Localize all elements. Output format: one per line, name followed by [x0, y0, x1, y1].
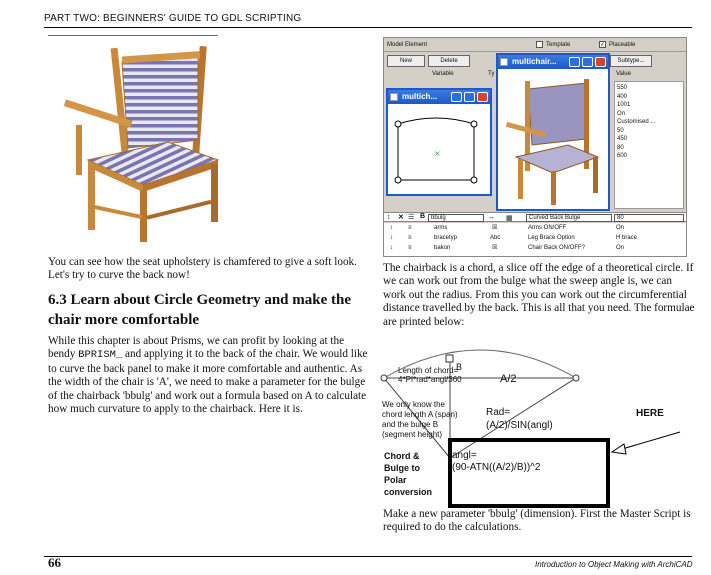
row-description[interactable]: Leg Brace Option	[528, 235, 575, 241]
minimize-icon[interactable]	[451, 92, 462, 102]
value-cell[interactable]: 1001	[617, 102, 631, 108]
value-cell[interactable]: 50	[617, 127, 624, 134]
row-variable[interactable]: bakon	[434, 245, 451, 251]
parameter-list	[384, 223, 686, 256]
a-half-label: A/2	[500, 373, 517, 385]
maximize-icon[interactable]	[464, 92, 475, 102]
col-variable: Variable	[432, 71, 454, 77]
close-icon[interactable]	[477, 92, 488, 102]
conv-line: conversion	[384, 487, 433, 497]
chair-3d-preview	[498, 69, 608, 209]
b-label: B	[456, 362, 463, 372]
conv-line: Polar	[384, 475, 407, 485]
highlight-box	[448, 438, 610, 508]
polar-conversion-label	[384, 450, 432, 498]
row-variable[interactable]: arms	[434, 225, 448, 231]
window-icon	[500, 58, 508, 66]
chair-plan-view	[388, 104, 490, 194]
book-title: Introduction to Object Making with ArchiCAD	[535, 560, 693, 569]
body-text-b: and applying it to the back of the chair. We would like to curve the back panel to make it more comfortable and authentic. As the width of the chair is 'A', we need to make a parameter for the bulge of the chairback 'bbulg' and work out a formula based on A to calculate how much curvature to apply to the chairback. Here it is.	[48, 348, 368, 416]
footer-rule	[44, 556, 692, 557]
value-cell[interactable]: 550	[617, 85, 628, 91]
value-field[interactable]: 80	[614, 214, 684, 222]
minimize-icon[interactable]	[569, 57, 580, 67]
row-value[interactable]: H brace	[616, 235, 638, 241]
archicad-screenshot	[383, 37, 687, 257]
body-paragraph	[48, 335, 370, 416]
preview-window-3d[interactable]	[496, 53, 610, 211]
grid-icon: ▦	[506, 215, 513, 222]
table-row[interactable]	[384, 224, 686, 233]
row-arrow-icon: ↕	[390, 245, 393, 251]
abc-icon: Abc	[490, 235, 501, 241]
close-icon[interactable]	[595, 57, 606, 67]
string-type-icon: ≡	[408, 235, 412, 241]
knowns-line: and the bulge B	[382, 420, 439, 429]
intro-paragraph: You can see how the seat upholstery is chamfered to give a soft look. Let's try to curve the back now!	[48, 256, 357, 282]
bool-type-icon: ≡	[408, 225, 412, 231]
value-column	[614, 81, 684, 209]
parameter-paragraph: Make a new parameter 'bbulg' (dimension). First the Master Script is required to do the calculations.	[383, 508, 691, 534]
window-title-bar[interactable]	[498, 55, 608, 69]
knowns-line: chord length A (span)	[382, 410, 458, 419]
body-text-a: While this chapter is about Prisms, we can profit by looking at the bendy	[48, 335, 345, 361]
selected-parameter-row[interactable]	[384, 212, 686, 222]
new-button[interactable]: New	[387, 55, 425, 67]
dimension-icon: ↔	[488, 214, 495, 221]
row-description[interactable]: Arms ON/OFF	[528, 225, 567, 231]
rad-formula: (A/2)/SIN(angl)	[486, 420, 553, 431]
maximize-icon[interactable]	[582, 57, 593, 67]
preview-window-2d[interactable]	[386, 88, 492, 196]
value-cell[interactable]: 600	[617, 153, 628, 159]
chord-formula-label: 4*PI*rad*angl/360	[398, 375, 462, 384]
window-title-bar[interactable]	[388, 90, 490, 104]
row-arrow-icon: ↕	[390, 225, 393, 231]
bool-type-icon: ≡	[408, 245, 412, 251]
angl-formula: (90-ATN((A/2)/B))^2	[452, 462, 541, 473]
template-checkbox[interactable]	[536, 41, 543, 48]
row-description[interactable]: Chair Back ON/OFF?	[528, 245, 586, 251]
conv-line: Bulge to	[384, 463, 420, 473]
delete-button[interactable]: Delete	[428, 55, 470, 67]
angl-label: angl=	[452, 450, 477, 461]
toolbar-row	[384, 40, 686, 52]
placeable-checkbox[interactable]: ✓	[600, 42, 606, 48]
conv-line: Chord &	[384, 451, 420, 461]
variable-field[interactable]: bbulg	[428, 214, 484, 222]
row-value[interactable]: On	[616, 225, 625, 231]
here-label: HERE	[636, 408, 664, 419]
model-element-label: Model Element	[387, 42, 428, 48]
col-type: Ty	[488, 71, 495, 77]
chair-illustration	[48, 40, 238, 245]
svg-text:×: ×	[434, 149, 441, 158]
chord-length-label: Length of chord=	[398, 366, 459, 375]
knowns-line: We only know the	[382, 400, 445, 409]
template-label: Template	[546, 42, 571, 48]
expand-icon: ↕	[387, 214, 391, 221]
checkbox-icon: ☒	[492, 245, 498, 251]
value-cell[interactable]: 400	[617, 93, 628, 100]
knowns-line: (segment height)	[382, 430, 443, 439]
value-cell[interactable]: 450	[617, 136, 628, 142]
placeable-label: Placeable	[609, 42, 636, 48]
description-field[interactable]: Curved Back Bulge	[526, 214, 612, 222]
value-cell[interactable]: Customised ...	[617, 119, 656, 125]
running-header: PART TWO: BEGINNERS' GUIDE TO GDL SCRIPTING	[44, 13, 302, 24]
value-cell[interactable]: On	[617, 110, 626, 117]
row-arrow-icon: ↕	[390, 235, 393, 241]
row-value[interactable]: On	[616, 245, 625, 251]
window-title: multichair...	[512, 57, 557, 66]
checkbox-icon: ☒	[492, 225, 498, 231]
col-value: Value	[616, 71, 631, 77]
table-row[interactable]	[384, 244, 686, 253]
code-bprism: BPRISM_	[78, 349, 123, 362]
window-icon	[390, 93, 398, 101]
window-title: multich...	[402, 92, 438, 101]
header-rule	[44, 27, 692, 28]
header-thin-rule	[48, 35, 218, 36]
section-heading: 6.3 Learn about Circle Geometry and make the chair more comfortable	[48, 292, 352, 328]
chord-paragraph: The chairback is a chord, a slice off the edge of a theoretical circle. If we can work out from the bulge what the sweep angle is, we can work out the radius. From this you can work out the circumferential distance travelled by the back. This is all that you need. The formulae are printed below:	[383, 262, 695, 328]
knowns-note	[382, 400, 458, 440]
value-cell[interactable]: 80	[617, 144, 624, 151]
delete-param-icon[interactable]: ✕	[398, 214, 404, 221]
table-row[interactable]	[384, 234, 686, 243]
subtype-button[interactable]: Subtype...	[610, 55, 652, 67]
row-variable[interactable]: bracetyp	[434, 235, 458, 241]
param-flag: B	[420, 213, 426, 220]
list-icon: ☰	[408, 214, 415, 221]
page-number: 66	[48, 555, 61, 570]
rad-label: Rad=	[486, 407, 511, 418]
